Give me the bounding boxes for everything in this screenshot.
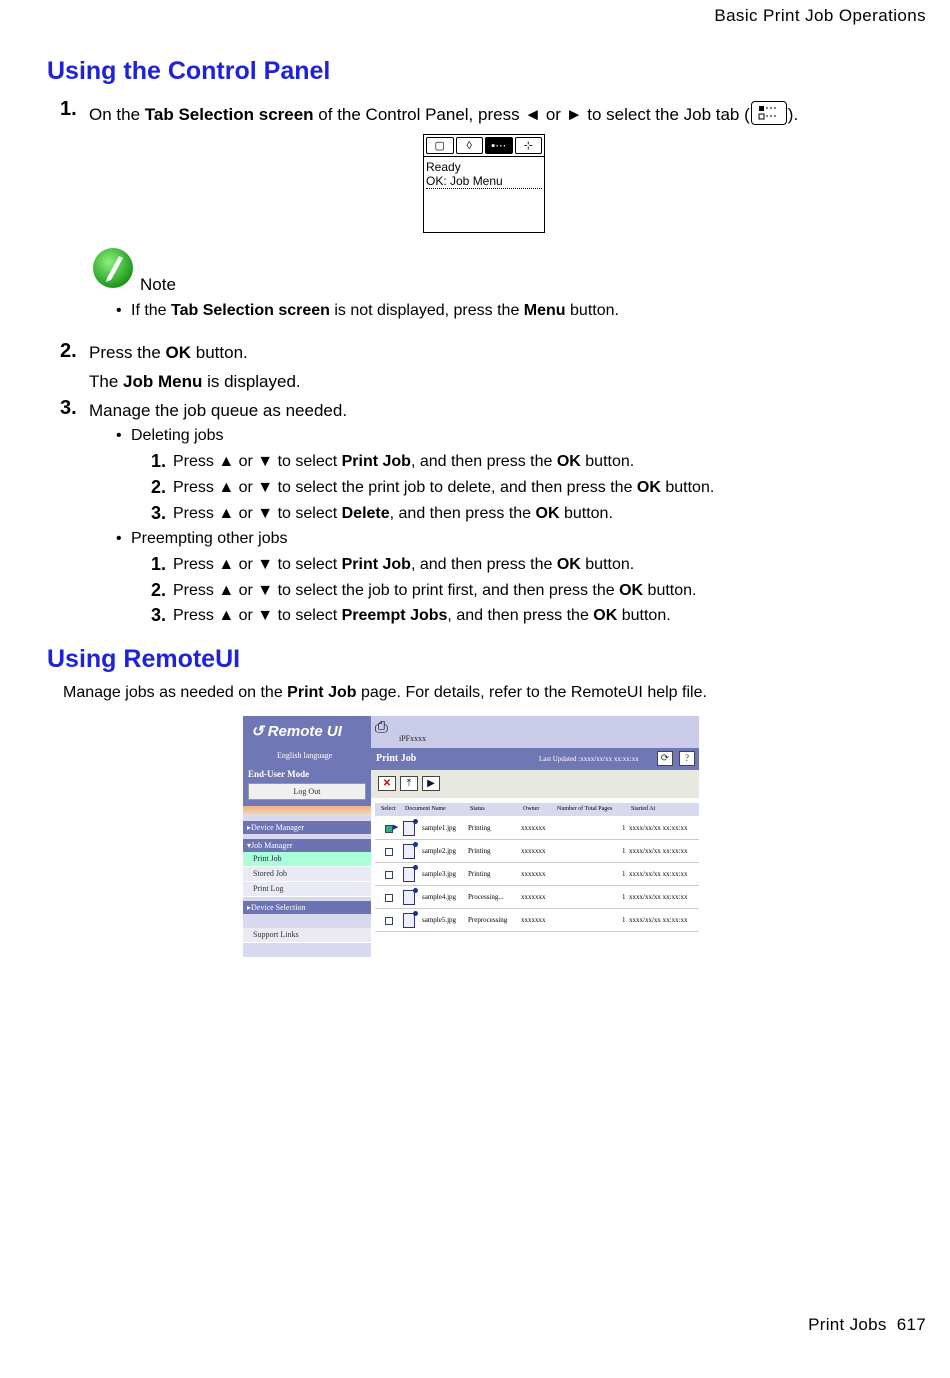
printer-icon: ⎙	[375, 719, 388, 736]
resume-job-icon[interactable]: ▶	[422, 776, 440, 791]
preempt-job-icon[interactable]: ⤒	[400, 776, 418, 791]
delete-step-3: 3. Press ▲ or ▼ to select Delete, and then press the OK button.	[151, 503, 613, 523]
row-checkbox[interactable]	[385, 894, 393, 902]
note-label: Note	[140, 275, 176, 294]
document-icon	[403, 844, 415, 859]
step-number: 2.	[60, 340, 77, 362]
table-row[interactable]: ▶ sample1.jpg Printing xxxxxxx 1 xxxx/xx/xx xx:xx:xx	[375, 817, 699, 840]
page-footer	[808, 1315, 926, 1335]
nav-job-manager[interactable]: ▾Job Manager	[243, 839, 371, 852]
control-panel-display	[423, 134, 545, 233]
lcd-line-2: OK: Job Menu	[426, 174, 503, 188]
document-icon	[403, 867, 415, 882]
preempt-step-3: 3. Press ▲ or ▼ to select Preempt Jobs, and then press the OK button.	[151, 605, 671, 625]
refresh-icon[interactable]: ⟳	[657, 751, 673, 766]
nav-print-log[interactable]: Print Log	[243, 882, 371, 897]
logout-button[interactable]: Log Out	[248, 783, 366, 800]
help-icon[interactable]: ?	[679, 751, 695, 766]
last-updated: Last Updated :xxxx/xx/xx xx:xx:xx	[539, 755, 639, 763]
section-title-control-panel: Using the Control Panel	[47, 57, 331, 85]
remoteui-logo: ↺ Remote UI	[251, 723, 342, 740]
delete-job-icon[interactable]: ✕	[378, 776, 396, 791]
document-icon	[403, 821, 415, 836]
step-2-result: The Job Menu is displayed.	[89, 372, 301, 391]
table-row[interactable]: sample4.jpg Processing... xxxxxxx 1 xxxx/xx/xx xx:xx:xx	[375, 886, 699, 909]
table-row[interactable]: sample2.jpg Printing xxxxxxx 1 xxxx/xx/xx xx:xx:xx	[375, 840, 699, 863]
document-icon	[403, 890, 415, 905]
step-1-text: On the Tab Selection screen of the Control Panel, press ◄ or ► to select the Job tab ( ).	[89, 101, 798, 125]
lcd-line-1: Ready	[426, 160, 461, 174]
row-checkbox[interactable]	[385, 825, 393, 833]
section-title-remoteui: Using RemoteUI	[47, 645, 241, 673]
deleting-jobs-label: • Deleting jobs	[131, 427, 224, 445]
delete-step-1: 1. Press ▲ or ▼ to select Print Job, and then press the OK button.	[151, 451, 635, 471]
step-2-text: Press the OK button.	[89, 343, 248, 362]
nav-device-manager[interactable]: ▸Device Manager	[243, 821, 371, 834]
nav-device-selection[interactable]: ▸Device Selection	[243, 901, 371, 914]
job-tab-icon	[751, 101, 787, 125]
nav-stored-job[interactable]: Stored Job	[243, 867, 371, 882]
language-link[interactable]: English language	[277, 751, 333, 760]
table-row[interactable]: sample3.jpg Printing xxxxxxx 1 xxxx/xx/xx xx:xx:xx	[375, 863, 699, 886]
step-number: 3.	[60, 397, 77, 419]
row-checkbox[interactable]	[385, 848, 393, 856]
step-3-text: Manage the job queue as needed.	[89, 401, 348, 420]
ink-tab-icon: ◊	[456, 137, 484, 154]
note-text: • If the Tab Selection screen is not displayed, press the Menu button.	[131, 302, 619, 320]
remoteui-paragraph: Manage jobs as needed on the Print Job page. For details, refer to the RemoteUI help file.	[63, 684, 707, 701]
job-tab-icon-selected: ▪⋯	[485, 137, 513, 154]
nav-support-links[interactable]: Support Links	[243, 928, 371, 943]
note-pencil-icon	[93, 248, 133, 288]
job-table-header: Select Document Name Status Owner Number of Total Pages Started At	[375, 803, 699, 816]
row-checkbox[interactable]	[385, 917, 393, 925]
preempt-step-1: 1. Press ▲ or ▼ to select Print Job, and then press the OK button.	[151, 554, 635, 574]
paper-tab-icon: ▢	[426, 137, 454, 154]
preempting-jobs-label: • Preempting other jobs	[131, 530, 288, 548]
step-number: 1.	[60, 98, 77, 120]
remoteui-sidebar	[243, 716, 371, 957]
footer-page-number: 617	[896, 1315, 926, 1334]
document-icon	[403, 913, 415, 928]
settings-tab-icon: ⊹	[515, 137, 543, 154]
printer-name: iPFxxxx	[399, 734, 427, 743]
footer-chapter: Print Jobs	[808, 1315, 887, 1334]
remoteui-screenshot	[243, 716, 699, 957]
nav-print-job[interactable]: Print Job	[243, 852, 371, 867]
remoteui-main	[371, 716, 699, 957]
preempt-step-2: 2. Press ▲ or ▼ to select the job to print first, and then press the OK button.	[151, 580, 697, 600]
user-mode-label: End-User Mode	[248, 769, 310, 779]
table-row[interactable]: sample5.jpg Preprocessing xxxxxxx 1 xxxx/xx/xx xx:xx:xx	[375, 909, 699, 932]
row-checkbox[interactable]	[385, 871, 393, 879]
running-header: Basic Print Job Operations	[714, 6, 926, 25]
delete-step-2: 2. Press ▲ or ▼ to select the print job to delete, and then press the OK button.	[151, 477, 715, 497]
page-title: Print Job	[376, 753, 417, 764]
